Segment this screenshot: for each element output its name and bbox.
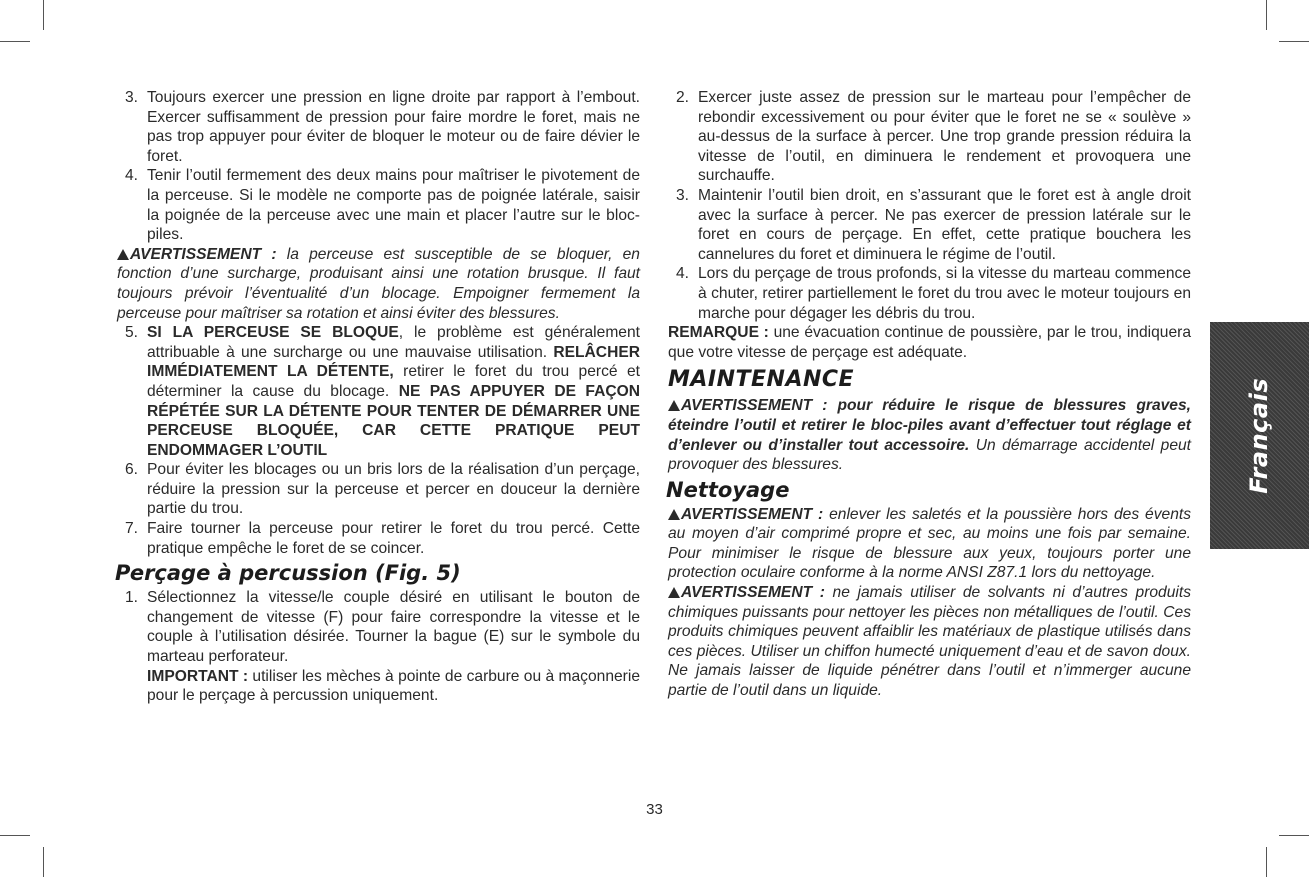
item-text: Exercer juste assez de pression sur le marteau pour l’empêcher de rebondir excessivement ou pour éviter que le foret ne se « soulève » au-dessus de la surface à percer. Une trop grande pression réduira la vitesse de l’outil, en diminuera le rendement et provoquera une surchauffe. <box>698 89 1191 185</box>
warning-text: Un démarrage accidentel peut provoquer des blessures. <box>668 436 1191 474</box>
emphasis-text: NE PAS APPUYER DE FAÇON RÉPÉTÉE SUR LA DÉTENTE POUR TENTER DE DÉMARRER UNE PERCEUSE BLOQUÉE, CAR CETTE PRATIQUE PEUT ENDOMMAGER L’OUTIL <box>147 382 640 459</box>
warning-label: AVERTISSEMENT : <box>681 505 824 523</box>
remark-paragraph <box>668 323 1191 362</box>
item-text: Sélectionnez la vitesse/le couple désiré en utilisant le bouton de changement de vitesse (F) pour faire correspondre la vitesse et le couple à l’utilisation désirée. Tourner la bague (E) sur le symbole du marteau perforateur. <box>147 589 640 666</box>
list-item <box>117 88 640 166</box>
list-item <box>117 588 640 666</box>
item-number: 4. <box>676 265 690 283</box>
item-text: Lors du perçage de trous profonds, si la vitesse du marteau commence à chuter, retirer partiellement le foret du trou avec le moteur toujours en marche pour dégager les débris du trou. <box>698 265 1191 322</box>
section-heading: Perçage à percussion (Fig. 5) <box>115 561 461 586</box>
crop-mark <box>1279 41 1309 42</box>
warning-paragraph <box>668 505 1191 583</box>
warning-emphasis: pour réduire le risque de blessures graves, éteindre l’outil et retirer le bloc-piles avant d’effectuer tout réglage et d’enlever ou d’installer tout accessoire. <box>668 397 1191 454</box>
list-item <box>117 323 640 460</box>
item-text: Toujours exercer une pression en ligne droite par rapport à l’embout. Exercer suffisamment de pression pour faire mordre le foret, mais ne pas trop appuyer pour éviter de bloquer le moteur ou de faire dévier le foret. <box>147 89 640 165</box>
important-text: utiliser les mèches à pointe de carbure ou à maçonnerie pour le perçage à percussion uniquement. <box>147 667 640 705</box>
item-text: retirer le foret du trou percé et déterminer la cause du blocage. <box>147 363 640 400</box>
warning-triangle-icon <box>117 249 129 260</box>
maintenance-heading: MAINTENANCE <box>668 367 855 393</box>
item-number: 3. <box>676 186 690 204</box>
list-item <box>668 186 1191 264</box>
warning-triangle-icon <box>668 509 680 520</box>
emphasis-text: SI LA PERCEUSE SE BLOQUE <box>147 324 399 342</box>
important-note <box>117 667 640 706</box>
item-text: Tenir l’outil fermement des deux mains pour maîtriser le pivotement de la perceuse. Si le modèle ne comporte pas de poignée latérale, saisir la poignée de la perceuse avec une main et placer l’autre sur le bloc-piles. <box>147 167 640 244</box>
item-number: 3. <box>125 89 139 106</box>
item-number: 5. <box>125 324 139 342</box>
warning-label: AVERTISSEMENT : <box>681 584 825 602</box>
list-item <box>668 88 1191 186</box>
item-text: Pour éviter les blocages ou un bris lors de la réalisation d’un perçage, réduire la pression sur la perceuse et percer en douceur la dernière partie du trou. <box>147 461 640 518</box>
remark-text: une évacuation continue de poussière, par le trou, indiquera que votre vitesse de perçage est adéquate. <box>668 324 1191 361</box>
warning-text: la perceuse est susceptible de se bloquer, en fonction d’une surcharge, produisant ainsi une rotation brusque. Il faut toujours prévoir l’éventualité d’un blocage. Empoigner fermement la perceuse pour maîtriser sa rotation et ainsi éviter des blessures. <box>117 245 640 322</box>
crop-mark <box>1266 0 1267 30</box>
item-text: Faire tourner la perceuse pour retirer le foret du trou percé. Cette pratique empêche le foret de se coincer. <box>147 520 640 557</box>
warning-triangle-icon <box>668 400 680 411</box>
item-number: 4. <box>125 167 139 185</box>
page-number: 33 <box>646 801 663 818</box>
crop-mark <box>1279 835 1309 836</box>
item-number: 7. <box>125 520 139 538</box>
warning-text: ne jamais utiliser de solvants ni d’autres produits chimiques puissants pour nettoyer les pièces non métalliques de l’outil. Ces produits chimiques peuvent affaiblir les matériaux de plastique utilisés dans ces pièces. Utiliser un chiffon humecté uniquement d’eau et de savon doux. Ne jamais laisser de liquide pénétrer dans l’outil et n’immerger aucune partie de l’outil dans un liquide. <box>668 584 1191 700</box>
section-heading: Nettoyage <box>666 477 790 502</box>
list-item <box>117 519 640 558</box>
list-item <box>117 460 640 519</box>
warning-text: enlever les saletés et la poussière hors des évents au moyen d’air comprimé propre et sec, au moins une fois par semaine. Pour minimiser le risque de blessure aux yeux, toujours porter une protection oculaire conforme à la norme ANSI Z87.1 lors du nettoyage. <box>668 505 1191 582</box>
item-number: 1. <box>125 589 139 607</box>
warning-paragraph <box>117 245 640 323</box>
remark-label: REMARQUE : <box>668 324 769 342</box>
list-item <box>117 166 640 244</box>
crop-mark <box>0 41 30 42</box>
warning-label: AVERTISSEMENT : <box>681 397 828 415</box>
item-number: 6. <box>125 461 139 479</box>
language-tab <box>1210 322 1309 549</box>
emphasis-text: RELÂCHER IMMÉDIATEMENT LA DÉTENTE, <box>147 343 640 381</box>
right-column <box>668 88 1191 701</box>
warning-triangle-icon <box>668 587 680 598</box>
crop-mark <box>0 835 30 836</box>
warning-paragraph <box>668 583 1191 701</box>
crop-mark <box>43 847 44 877</box>
item-number: 2. <box>676 89 690 106</box>
crop-mark <box>1266 847 1267 877</box>
item-text: Maintenir l’outil bien droit, en s’assurant que le foret est à angle droit avec la surface à percer. Ne pas exercer de pression latérale sur le foret en cours de perçage. En effet, cette pratique bouchera les cannelures du foret et diminuera le régime de l’outil. <box>698 186 1191 263</box>
left-column <box>117 88 640 706</box>
language-label: Français <box>1244 377 1273 494</box>
warning-label: AVERTISSEMENT : <box>130 245 277 263</box>
list-item <box>668 264 1191 323</box>
warning-paragraph <box>668 396 1191 474</box>
crop-mark <box>43 0 44 30</box>
important-label: IMPORTANT : <box>147 667 249 685</box>
item-text: , le problème est généralement attribuable à une surcharge ou une mauvaise utilisation. <box>147 324 640 361</box>
